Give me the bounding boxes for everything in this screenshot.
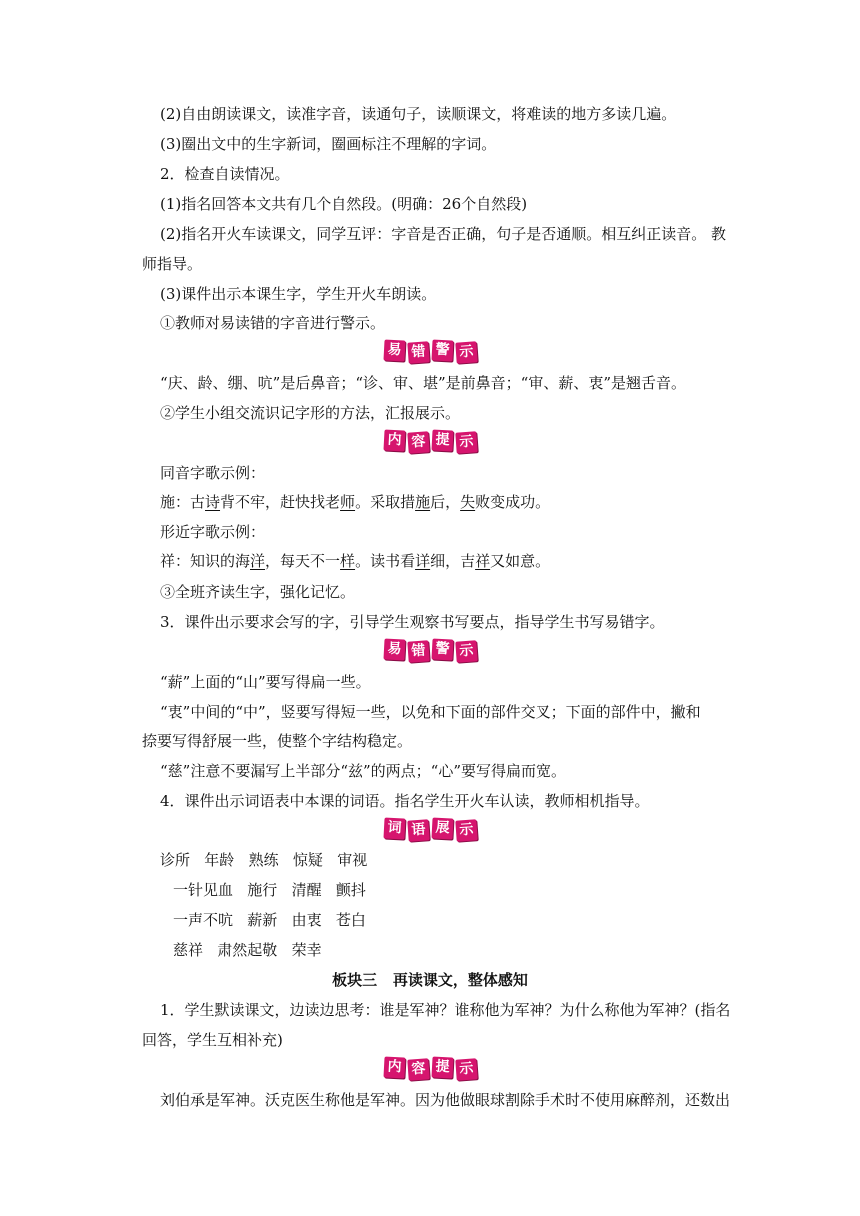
badge-char: 示 [455,819,477,841]
paragraph: 同音字歌示例： [160,464,266,482]
paragraph: ①教师对易读错的字音进行警示。 [160,314,386,332]
word-list-row: 慈祥 肃然起敬 荣幸 [173,941,322,959]
paragraph: 3．课件出示要求会写的字，引导学生观察书写要点，指导学生书写易错字。 [160,613,665,631]
badge-char: 提 [431,1056,453,1078]
section-heading: 板块三 再读课文，整体感知 [332,971,528,989]
badge-char: 展 [431,817,453,839]
badge-char: 示 [455,640,477,662]
badge-char: 易 [383,638,405,660]
paragraph: (3)圈出文中的生字新词，圈画标注不理解的字词。 [160,135,497,153]
badge-char: 错 [407,341,429,363]
badge-char: 错 [407,640,429,662]
badge-char: 提 [431,429,453,451]
paragraph: 刘伯承是军神。沃克医生称他是军神。因为他做眼球割除手术时不使用麻醉剂，还数出 [160,1091,731,1109]
paragraph: “薪”上面的“山”要写得扁一些。 [160,673,371,691]
paragraph: 回答，学生互相补充) [142,1031,283,1049]
tip-badge-error-warning [0,639,860,663]
badge-char: 容 [407,431,429,453]
word-list-row: 一声不吭 薪新 由衷 苍白 [173,911,366,929]
badge-char: 容 [407,1058,429,1080]
badge-char: 警 [431,339,453,361]
paragraph: (3)课件出示本课生字，学生开火车朗读。 [160,285,437,303]
homophone-rhyme: 施：古诗背不牢，赶快找老师。采取措施后，失败变成功。 [160,493,551,511]
word-list-row: 一针见血 施行 清醒 颤抖 [173,881,366,899]
paragraph: (2)自由朗读课文，读准字音，读通句子，读顺课文，将难读的地方多读几遍。 [160,105,677,123]
badge-char: 词 [383,817,405,839]
paragraph: 4．课件出示词语表中本课的词语。指名学生开火车认读，教师相机指导。 [160,792,650,810]
badge-char: 警 [431,638,453,660]
paragraph: 师指导。 [142,255,203,273]
badge-char: 内 [383,429,405,451]
badge-char: 示 [455,1058,477,1080]
badge-char: 语 [407,819,429,841]
word-list-row: 诊所 年龄 熟练 惊疑 审视 [160,851,368,869]
badge-char: 内 [383,1056,405,1078]
badge-char: 示 [455,431,477,453]
tip-badge-content-hint [0,1057,860,1081]
similar-char-rhyme: 祥：知识的海洋，每天不一样。读书看详细，吉祥又如意。 [160,552,551,570]
paragraph: “庆、龄、绷、吭”是后鼻音；“诊、审、堪”是前鼻音；“审、薪、衷”是翘舌音。 [160,374,687,392]
badge-char: 示 [455,341,477,363]
paragraph: ②学生小组交流识记字形的方法，汇报展示。 [160,404,461,422]
paragraph: 捺要写得舒展一些，使整个字结构稳定。 [142,732,413,750]
paragraph: 1．学生默读课文，边读边思考：谁是军神？谁称他为军神？为什么称他为军神？(指名 [160,1001,731,1019]
badge-char: 易 [383,339,405,361]
tip-badge-error-warning [0,340,860,364]
paragraph: (2)指名开火车读课文，同学互评：字音是否正确，句子是否通顺。相互纠正读音。 教 [160,225,727,243]
paragraph: 形近字歌示例： [160,523,266,541]
paragraph: (1)指名回答本文共有几个自然段。(明确：26个自然段) [160,195,528,213]
tip-badge-content-hint [0,430,860,454]
tip-badge-word-display [0,818,860,842]
paragraph: “慈”注意不要漏写上半部分“兹”的两点；“心”要写得扁而宽。 [160,762,567,780]
paragraph: “衷”中间的“中”，竖要写得短一些，以免和下面的部件交叉；下面的部件中，撇和 [160,703,701,721]
paragraph: ③全班齐读生字，强化记忆。 [160,583,356,601]
paragraph: 2．检查自读情况。 [160,165,290,183]
